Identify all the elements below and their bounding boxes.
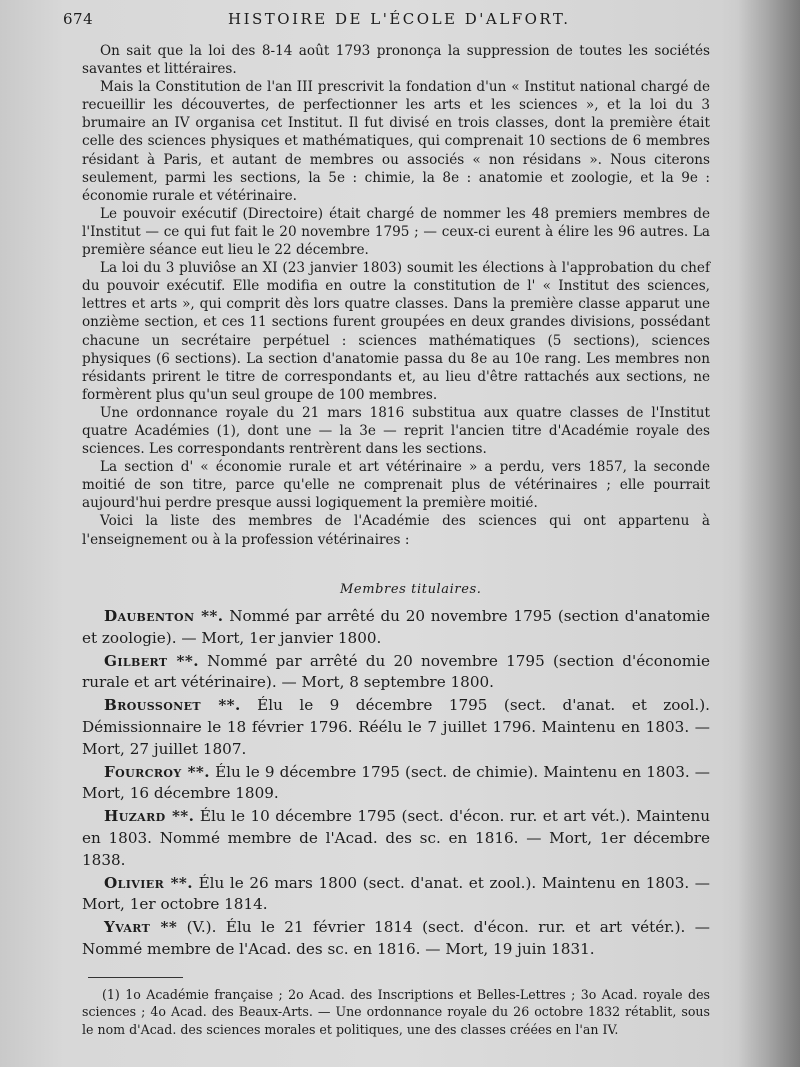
- paragraph: Mais la Constitution de l'an III prescrivit la fondation d'un « Institut national chargé de recueillir les découvertes, de perfectionner les arts et les sciences », et la loi du 3 brumaire an IV organisa cet Institut. Il fut divisé en trois classes, dont la première était celle des sciences physiques et mathématiques, qui comprenait 10 sections de 6 membres résidant à Paris, et autant de membres ou associés « non résidans ». Nous citerons seulement, parmi les sections, la 5e : chimie, la 8e : anatomie et zoologie, et la 9e : économie rurale et vétérinaire.: [82, 79, 710, 204]
- member-details: (V.). Élu le 21 février 1814 (sect. d'écon. rur. et art vétér.). — Nommé membre de l'Acad. des sc. en 1816. — Mort, 19 juin 1831.: [82, 918, 710, 958]
- section-heading: Membres titulaires.: [340, 582, 482, 597]
- member-details: Nommé par arrêté du 20 novembre 1795 (section d'anatomie et zoologie). — Mort, 1er janvier 1800.: [82, 607, 710, 647]
- member-details: Nommé par arrêté du 20 novembre 1795 (section d'économie rurale et art vétérinaire). — Mort, 8 septembre 1800.: [82, 651, 711, 692]
- member-name: Olivier **.: [104, 873, 193, 892]
- member-name: Fourcroy **.: [104, 762, 210, 781]
- members-list: [82, 606, 710, 962]
- member-name: Gilbert **.: [104, 651, 199, 670]
- member-details: Élu le 26 mars 1800 (sect. d'anat. et zool.). Maintenu en 1803. — Mort, 1er octobre 1814.: [82, 873, 710, 914]
- member-name: Daubenton **.: [104, 607, 224, 625]
- member-entry: [82, 651, 710, 695]
- member-name: Huzard **.: [104, 807, 195, 826]
- page-header: [63, 8, 713, 34]
- member-details: Élu le 9 décembre 1795 (sect. d'anat. et zool.). Démissionnaire le 18 février 1796. Réélu le 7 juillet 1796. Maintenu en 1803. — Mort, 27 juillet 1807.: [82, 696, 710, 758]
- member-entry: [82, 606, 710, 650]
- page-number: 674: [63, 10, 94, 28]
- paragraph: La loi du 3 pluviôse an XI (23 janvier 1803) soumit les élections à l'approbation du chef du pouvoir exécutif. Elle modifia en outre la constitution de l' « Institut des sciences, lettres et arts », qui comprit dès lors quatre classes. Dans la première classe apparut une onzième section, et ces 11 sections furent groupées en deux grandes divisions, possédant chacune un secrétaire perpétuel : sciences mathématiques (5 sections), sciences physiques (6 sections). La section d'anatomie passa du 8e au 10e rang. Les membres non résidants prirent le titre de correspondants et, au lieu d'être rattachés aux sections, ne formèrent plus qu'un seul groupe de 100 membres.: [82, 260, 710, 403]
- body-text: [82, 42, 710, 549]
- footnote-divider: [88, 977, 183, 978]
- member-name: Yvart **: [104, 918, 178, 937]
- member-entry: [82, 762, 710, 806]
- member-details: Élu le 10 décembre 1795 (sect. d'écon. rur. et art vét.). Maintenu en 1803. Nommé membre de l'Acad. des sc. en 1816. — Mort, 1er décembre 1838.: [82, 807, 711, 869]
- member-entry: [82, 806, 710, 871]
- paragraph: Une ordonnance royale du 21 mars 1816 substitua aux quatre classes de l'Institut quatre Académies (1), dont une — la 3e — reprit l'ancien titre d'Académie royale des sciences. Les correspondants rentrèrent dans les sections.: [82, 404, 710, 458]
- member-entry: [82, 695, 710, 760]
- paragraph: Voici la liste des membres de l'Académie des sciences qui ont appartenu à l'enseignement ou à la profession vétérinaires :: [82, 513, 710, 548]
- paragraph: Le pouvoir exécutif (Directoire) était chargé de nommer les 48 premiers membres de l'Institut — ce qui fut fait le 20 novembre 1795 ; — ceux-ci eurent à élire les 96 autres. La première séance eut lieu le 22 décembre.: [82, 205, 710, 259]
- paragraph: La section d' « économie rurale et art vétérinaire » a perdu, vers 1857, la seconde moitié de son titre, parce qu'elle ne comprenait plus de vétérinaires ; elle pourrait aujourd'hui perdre presque aussi logiquement la première moitié.: [82, 459, 710, 512]
- running-title: HISTOIRE DE L'ÉCOLE D'ALFORT.: [228, 10, 571, 28]
- member-details: Élu le 9 décembre 1795 (sect. de chimie). Maintenu en 1803. — Mort, 16 décembre 1809.: [82, 762, 710, 803]
- footnote: (1) 1o Académie française ; 2o Acad. des Inscriptions et Belles-Lettres ; 3o Acad. royale des sciences ; 4o Acad. des Beaux-Arts. — Une ordonnance royale du 26 octobre 1832 rétablit, sous le nom d'Acad. des sciences morales et politiques, une des classes créées en l'an IV.: [82, 987, 710, 1037]
- member-name: Broussonet **.: [104, 696, 241, 715]
- member-entry: [82, 917, 710, 961]
- member-entry: [82, 873, 710, 917]
- page-gutter-shadow: [738, 0, 800, 1067]
- paragraph: On sait que la loi des 8-14 août 1793 prononça la suppression de toutes les sociétés savantes et littéraires.: [82, 43, 710, 78]
